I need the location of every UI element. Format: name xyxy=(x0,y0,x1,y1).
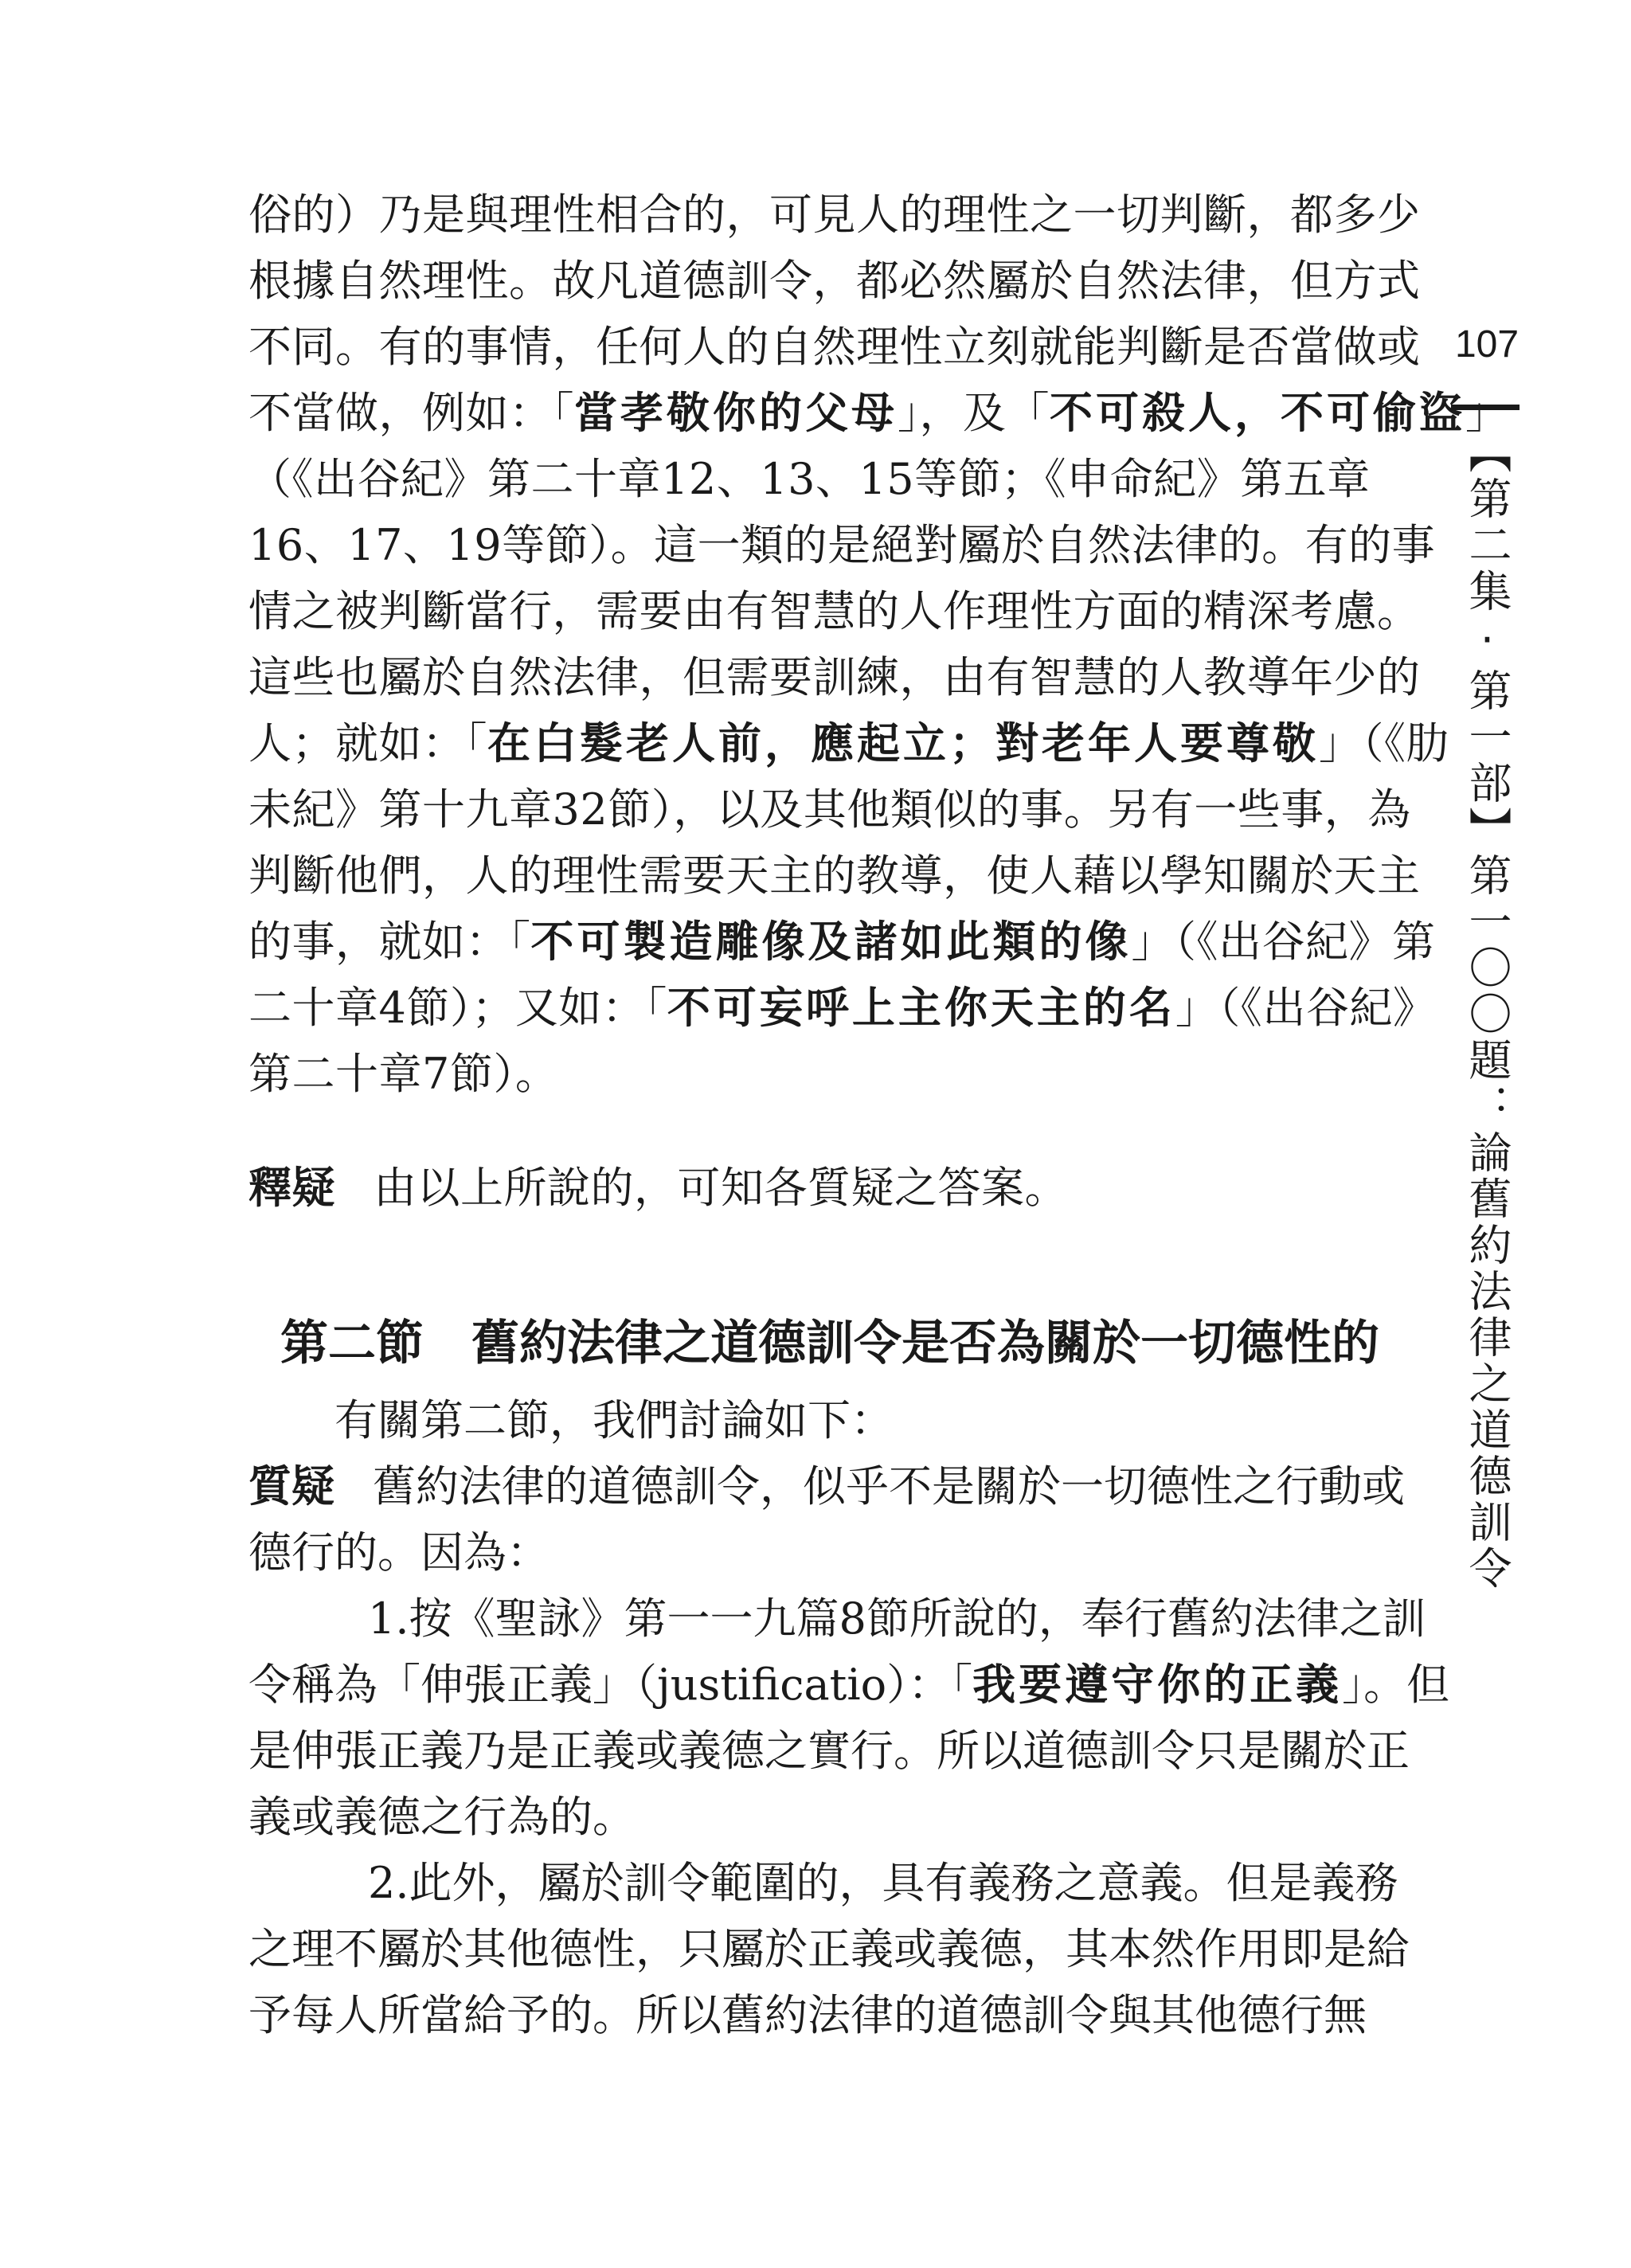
scripture-quote: 我要遵守你的正義 xyxy=(972,1660,1343,1710)
text-line: 義或義德之行為的。 xyxy=(248,1792,636,1842)
objection-line xyxy=(248,1453,1405,1519)
text-line: （《出谷紀》第二十章12、13、15等節；《申命紀》第五章 xyxy=(248,454,1371,504)
text-segment: 」（《肋 xyxy=(1319,718,1449,768)
objection-label: 質疑 xyxy=(248,1461,334,1511)
reply-line xyxy=(248,1155,1402,1221)
text-segment: 令稱為「伸張正義」（justificatio）：「 xyxy=(248,1660,973,1710)
text-line: 德行的。因為： xyxy=(248,1527,550,1578)
text-line: 之理不屬於其他德性，只屬於正義或義德，其本然作用即是給 xyxy=(248,1924,1410,1974)
text-segment: 的事，就如：「 xyxy=(248,917,531,967)
running-head: 【第二集·第一部】第一〇〇題：論舊約法律之道德訓令 xyxy=(1462,430,1512,1592)
text-line xyxy=(248,909,1436,975)
reply-label: 釋疑 xyxy=(248,1163,335,1213)
reply-text: 由以上所說的，可知各質疑之答案。 xyxy=(374,1163,1068,1213)
scripture-quote: 不可殺人，不可偷盜 xyxy=(1050,388,1465,438)
text-segment: 二十章4節）；又如：「 xyxy=(248,983,667,1033)
section-title: 舊約法律之道德訓令是否為關於一切德性的 xyxy=(471,1316,1379,1371)
text-line xyxy=(248,975,1437,1041)
section-heading xyxy=(280,1300,1411,1387)
objection-text: 舊約法律的道德訓令，似乎不是關於一切德性之行動或 xyxy=(373,1461,1405,1511)
text-line: 不同。有的事情，任何人的自然理性立刻就能判斷是否當做或 xyxy=(248,322,1421,372)
text-segment: 」（《出谷紀》 xyxy=(1175,983,1437,1033)
text-line: 是伸張正義乃是正義或義德之實行。所以道德訓令只是關於正 xyxy=(248,1726,1410,1776)
text-line: 這些也屬於自然法律，但需要訓練，由有智慧的人教導年少的 xyxy=(248,652,1421,702)
text-line: 俗的）乃是與理性相合的，可見人的理性之一切判斷，都多少 xyxy=(248,190,1421,240)
point-2: 2.此外，屬於訓令範圍的，具有義務之意義。但是義務 xyxy=(368,1858,1398,1908)
section-intro: 有關第二節，我們討論如下： xyxy=(334,1395,894,1445)
text-line: 情之被判斷當行，需要由有智慧的人作理性方面的精深考慮。 xyxy=(248,586,1421,636)
scripture-quote: 不可製造雕像及諸如此類的像 xyxy=(530,917,1132,967)
spacer xyxy=(248,1107,1402,1155)
text-segment: 人；就如：「 xyxy=(248,718,487,768)
text-segment: 」（《出谷紀》第 xyxy=(1131,917,1436,967)
text-segment: 不當做，例如：「 xyxy=(248,388,574,438)
text-line: 第二十章7節）。 xyxy=(248,1049,559,1099)
text-line xyxy=(248,1652,1450,1718)
text-line xyxy=(248,380,1509,446)
text-segment: 」，及「 xyxy=(898,388,1050,438)
section-body xyxy=(248,1387,1450,2048)
scripture-quote: 當孝敬你的父母 xyxy=(574,388,898,438)
text-segment: 」 xyxy=(1465,388,1509,438)
text-segment: 」。但 xyxy=(1342,1660,1450,1710)
text-line: 16、17、19等節）。這一類的是絕對屬於自然法律的。有的事 xyxy=(248,520,1436,570)
text-line: 判斷他們，人的理性需要天主的教導，使人藉以學知關於天主 xyxy=(248,850,1421,901)
text-line: 根據自然理性。故凡道德訓令，都必然屬於自然法律，但方式 xyxy=(248,256,1421,306)
section-number: 第二節 xyxy=(280,1316,424,1371)
page-number: 107 xyxy=(1454,323,1520,366)
text-line: 未紀》第十九章32節），以及其他類似的事。另有一些事，為 xyxy=(248,784,1411,835)
scripture-quote: 在白髮老人前，應起立；對老年人要尊敬 xyxy=(487,718,1319,768)
text-line: 予每人所當給予的。所以舊約法律的道德訓令與其他德行無 xyxy=(248,1990,1367,2040)
point-1: 1.按《聖詠》第一一九篇8節所說的，奉行舊約法律之訓 xyxy=(368,1593,1426,1644)
scripture-quote: 不可妄呼上主你天主的名 xyxy=(667,983,1175,1033)
text-line xyxy=(248,710,1449,776)
